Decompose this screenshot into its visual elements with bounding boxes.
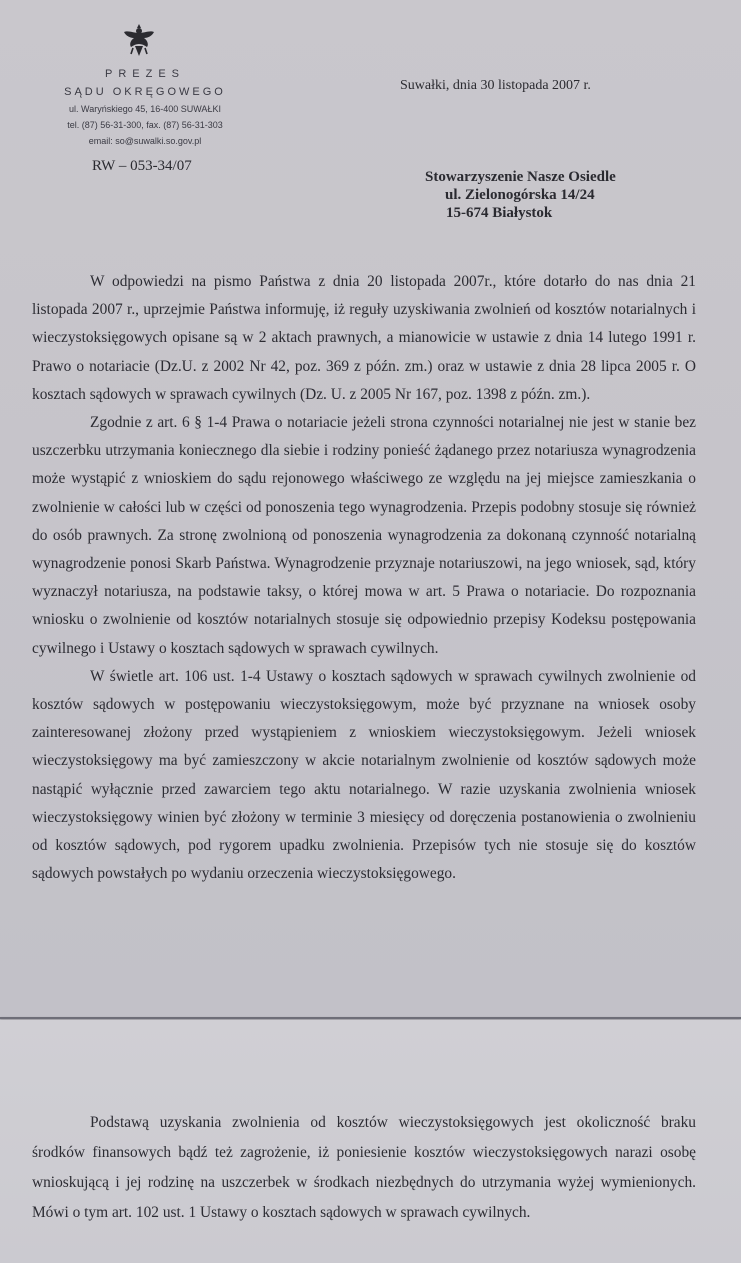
header-phone: tel. (87) 56-31-300, fax. (87) 56-31-303 bbox=[67, 120, 223, 130]
page-divider bbox=[0, 1017, 741, 1019]
header-court: SĄDU OKRĘGOWEGO bbox=[64, 86, 226, 98]
paragraph: W odpowiedzi na pismo Państwa z dnia 20 listopada 2007r., które dotarło do nas dnia 21 listopada 2007 r., uprzejmie Państwa informuję, iż reguły uzyskiwania zwolnień od kosztów notarialnych i wieczystoksięgowych opisane są w 2 aktach prawnych, a mianowicie w ustawie z dnia 14 lutego 1991 r. Prawo o notariacie (Dz.U. z 2002 Nr 42, poz. 369 z późn. zm.) oraz w ustawie z dnia 28 lipca 2005 r. O kosztach sądowych w sprawach cywilnych (Dz. U. z 2005 Nr 167, poz. 1398 z późn. zm.). bbox=[32, 273, 696, 403]
eagle-emblem-icon bbox=[122, 22, 156, 58]
recipient-city: 15-674 Białystok bbox=[446, 205, 553, 221]
header-address: ul. Waryńskiego 45, 16-400 SUWAŁKI bbox=[69, 104, 221, 114]
paragraph: Podstawą uzyskania zwolnienia od kosztów wieczystoksięgowych jest okoliczność braku środków finansowych bądź też zagrożenie, iż poniesienie kosztów wieczystoksięgowych narazi osobę wnioskującą i jej rodzinę na uszczerbek w środkach niezbędnych do utrzymania wyżej wymienionych. Mówi o tym art. 102 ust. 1 Ustawy o kosztach sądowych w sprawach cywilnych. bbox=[32, 1114, 696, 1221]
reference-number: RW – 053-34/07 bbox=[92, 158, 192, 174]
paragraph: Zgodnie z art. 6 § 1-4 Prawa o notariacie jeżeli strona czynności notarialnej nie jest w stanie bez uszczerbku utrzymania koniecznego dla siebie i rodziny ponieść żądanego przez notariusza wynagrodzenia może wystąpić z wnioskiem do sądu rejonowego właściwego ze względu na jej miejsce zamieszkania o zwolnienie w całości lub w części od ponoszenia tego wynagrodzenia. Przepis podobny stosuje się również do osób prawnych. Za stronę zwolnioną od ponoszenia wynagrodzenia za dokonaną czynność notarialną wynagrodzenie ponosi Skarb Państwa. Wynagrodzenie przyznaje notariuszowi, na jego wniosek, sąd, który wyznaczył notariusza, na podstawie taksy, o której mowa w art. 5 Prawa o notariacie. Do rozpoznania wniosku o zwolnienie od kosztów notarialnych stosuje się odpowiednio przepisy Kodeksu postępowania cywilnego i Ustawy o kosztach sądowych w sprawach cywilnych. bbox=[32, 414, 696, 657]
recipient-name: Stowarzyszenie Nasze Osiedle bbox=[425, 169, 616, 185]
recipient-street: ul. Zielonogórska 14/24 bbox=[445, 187, 595, 203]
letter-body-page2 bbox=[32, 1108, 696, 1228]
paragraph: W świetle art. 106 ust. 1-4 Ustawy o kosztach sądowych w sprawach cywilnych zwolnienie od kosztów sądowych w postępowaniu wieczystoksięgowym, może być przyznane na wniosek osoby zainteresowanej złożony przed wystąpieniem z wnioskiem wieczystoksięgowym. Jeżeli wniosek wieczystoksięgowy ma być zamieszczony w akcie notarialnym zwolnienie od kosztów sądowych może nastąpić wyłącznie przed zawarciem tego aktu notarialnego. W razie uzyskania zwolnienia wniosek wieczystoksięgowy winien być złożony w terminie 3 miesięcy od doręczenia postanowienia o zwolnieniu od kosztów sądowych, pod rygorem upadku zwolnienia. Przepisów tych nie stosuje się do kosztów sądowych powstałych po wydaniu orzeczenia wieczystoksięgowego. bbox=[32, 667, 696, 883]
letter-body bbox=[32, 268, 696, 888]
header-title: PREZES bbox=[104, 68, 185, 80]
place-date: Suwałki, dnia 30 listopada 2007 r. bbox=[400, 78, 591, 93]
header-email: email: so@suwalki.so.gov.pl bbox=[88, 136, 202, 146]
